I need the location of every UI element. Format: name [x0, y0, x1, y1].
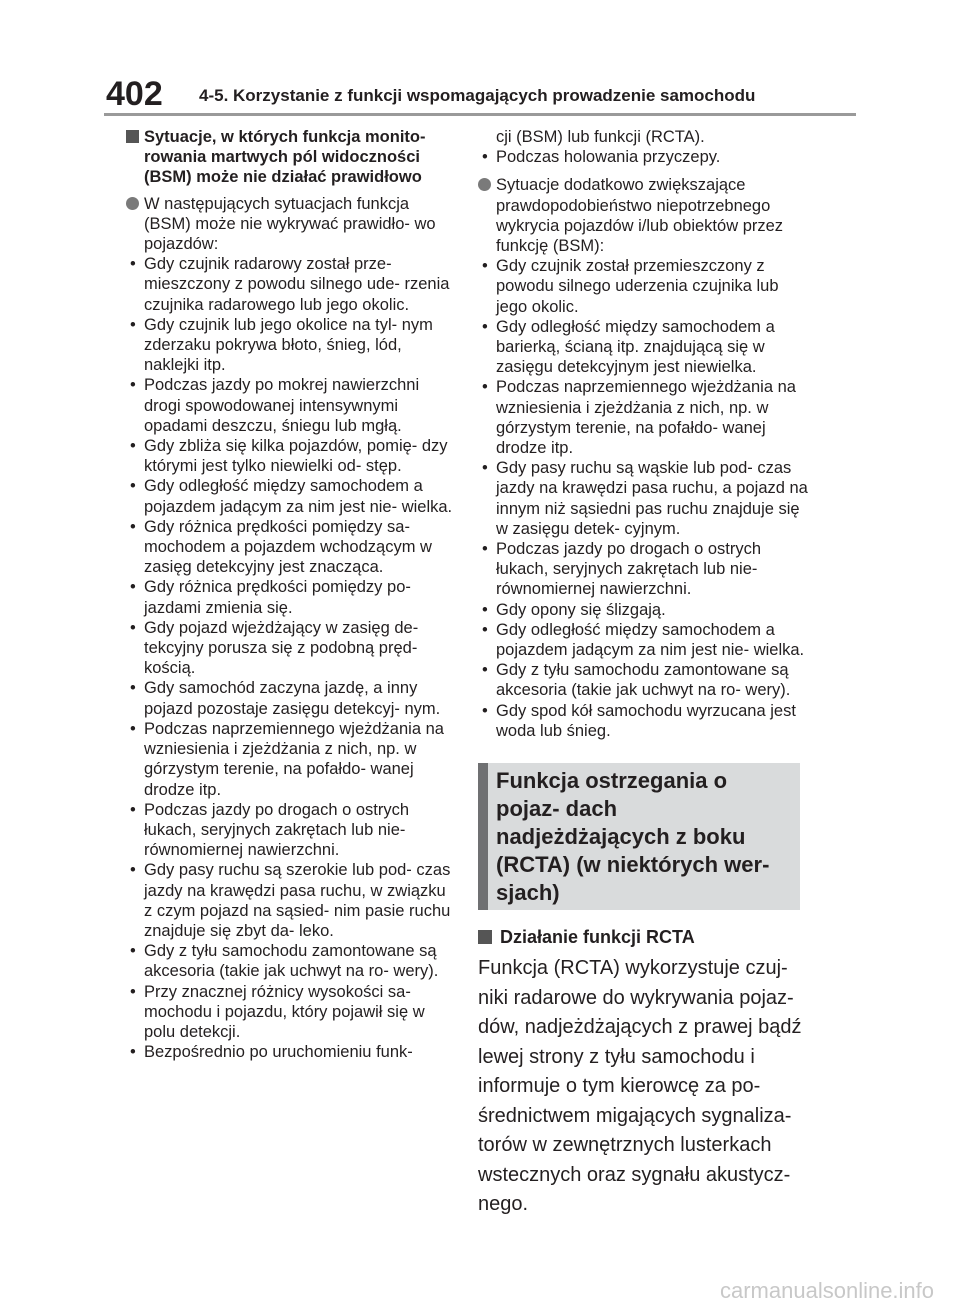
list-item-text: Gdy pojazd wjeżdżający w zasięg de- tekcyjny porusza się z podobną pręd- kością.	[144, 618, 419, 678]
circle-bullet-icon	[126, 197, 139, 210]
bullet-dot-icon: •	[482, 148, 488, 167]
list-item-text: Podczas naprzemiennego wjeżdżania na wzniesienia i zjeżdżania z nich, np. w górzystym terenie, na pofałdo- wanej drodze itp.	[496, 378, 796, 458]
section-heading	[126, 127, 456, 188]
list-item-text: Gdy różnica prędkości pomiędzy sa- mochodem a pojazdem wchodzącym w zasięg detekcyjny jest znacząca.	[144, 517, 432, 577]
list-item	[478, 256, 808, 317]
square-bullet-icon	[126, 130, 139, 143]
bullet-dot-icon: •	[130, 578, 136, 597]
list-item-text: Gdy pasy ruchu są szerokie lub pod- czas jazdy na krawędzi pasa ruchu, w związku z czym pojazd na sąsied- nim pasie ruchu znajduje się zbyt da- leko.	[144, 861, 451, 940]
section-heading-box: Funkcja ostrzegania o pojaz- dach nadjeżdżających z boku (RCTA) (w niektórych wer- sjach)	[478, 763, 800, 910]
list-item	[478, 458, 808, 539]
list-item-text: Gdy odległość między samochodem a barierką, ścianą itp. znajdującą się w zasięgu detekcyjnym jest niewielka.	[496, 317, 775, 377]
list-item	[478, 539, 808, 600]
intro-text: W następujących sytuacjach funkcja (BSM) może nie wykrywać prawidło- wo pojazdów:	[144, 194, 436, 254]
list-item	[126, 800, 456, 861]
subheading	[478, 926, 808, 948]
list-item	[478, 377, 808, 458]
list-item	[126, 375, 456, 436]
bullet-dot-icon: •	[482, 317, 488, 336]
bullet-dot-icon: •	[482, 257, 488, 276]
list-item-text: Przy znacznej różnicy wysokości sa- mochodu i pojazdu, który pojawił się w polu detekcji.	[144, 982, 425, 1041]
bullet-dot-icon: •	[130, 800, 136, 819]
list-item-text: Bezpośrednio po uruchomieniu funk-	[144, 1043, 413, 1062]
bullet-dot-icon: •	[130, 942, 136, 961]
list-item-text: Podczas holowania przyczepy.	[496, 148, 721, 167]
bullet-dot-icon: •	[130, 1043, 136, 1062]
bullet-dot-icon: •	[130, 255, 136, 274]
list-item-text: Gdy różnica prędkości pomiędzy po- jazdami zmienia się.	[144, 578, 411, 617]
list-item	[126, 678, 456, 718]
chapter-title: 4-5. Korzystanie z funkcji wspomagających prowadzenie samochodu	[199, 86, 756, 105]
bullet-dot-icon: •	[130, 861, 136, 880]
list-item-text: Gdy z tyłu samochodu zamontowane są akcesoria (takie jak uchwyt na ro- wery).	[496, 661, 791, 700]
list-item	[126, 254, 456, 315]
bullet-dot-icon: •	[482, 459, 488, 478]
list-item-text: Gdy odległość między samochodem a pojazdem jadącym za nim jest nie- wielka.	[496, 620, 805, 660]
bullet-dot-icon: •	[130, 618, 136, 637]
right-column	[478, 127, 808, 1220]
left-column	[126, 127, 456, 1062]
list-item	[126, 436, 456, 476]
list-item-text: Podczas jazdy po mokrej nawierzchni drogi spowodowanej intensywnymi opadami deszczu, śniegu lub mgłą.	[144, 376, 420, 435]
list-item	[126, 719, 456, 800]
subheading-text: Działanie funkcji RCTA	[500, 927, 695, 948]
bullet-dot-icon: •	[130, 477, 136, 496]
list-item	[126, 517, 456, 578]
list-item-text: Gdy czujnik lub jego okolice na tyl- nym zderzaku pokrywa błoto, śnieg, lód, naklejki itp.	[144, 315, 433, 375]
bullet-dot-icon: •	[130, 679, 136, 698]
bullet-dot-icon: •	[130, 437, 136, 456]
list-item	[126, 315, 456, 376]
list-item-text: Gdy czujnik radarowy został prze- mieszczony z powodu silnego ude- rzenia czujnika radarowego lub jego okolic.	[144, 255, 450, 314]
bullet-list	[478, 256, 808, 741]
list-item-text: Gdy z tyłu samochodu zamontowane są akcesoria (takie jak uchwyt na ro- wery).	[144, 942, 439, 981]
list-item	[478, 620, 808, 660]
list-item-text: Gdy spod kół samochodu wyrzucana jest woda lub śnieg.	[496, 701, 796, 740]
bullet-list	[126, 254, 456, 1062]
list-item-text: Podczas jazdy po drogach o ostrych łukach, seryjnych zakrętach lub nie- równomiernej nawierzchni.	[496, 540, 762, 599]
list-item-text: Gdy opony się ślizgają.	[496, 600, 666, 619]
page-number: 402	[106, 75, 163, 113]
list-item-text: Gdy samochód zaczyna jazdę, a inny pojazd pozostaje zasięgu detekcyj- nym.	[144, 679, 441, 718]
list-item-text: Gdy odległość między samochodem a pojazdem jadącym za nim jest nie- wielka.	[144, 477, 453, 516]
bullet-dot-icon: •	[130, 376, 136, 395]
square-bullet-icon	[478, 930, 492, 944]
list-item	[478, 660, 808, 700]
bullet-dot-icon: •	[482, 661, 488, 680]
list-item	[126, 618, 456, 679]
circle-bullet-icon	[478, 178, 491, 191]
intro-paragraph	[478, 175, 808, 256]
list-item-text: Gdy pasy ruchu są wąskie lub pod- czas jazdy na krawędzi pasa ruchu, a pojazd na innym niż sąsiedni pas ruchu znajduje się w zasięgu detek- cyjnym.	[496, 459, 808, 538]
list-item	[478, 317, 808, 378]
list-item	[478, 147, 808, 167]
bullet-dot-icon: •	[482, 540, 488, 559]
list-item	[478, 600, 808, 620]
list-item	[126, 982, 456, 1043]
watermark: carmanualsonline.info	[720, 1278, 935, 1303]
body-paragraph: Funkcja (RCTA) wykorzystuje czuj- niki radarowe do wykrywania pojaz- dów, nadjeżdżających z prawej bądź lewej strony z tyłu samochodu i informuje o tym kierowcę za po- średnictwem migających sygnaliza- torów w zewnętrznych lusterkach wstecznych oraz sygnału akustycz- nego.	[478, 957, 802, 1216]
list-item-text: Podczas jazdy po drogach o ostrych łukach, seryjnych zakrętach lub nie- równomiernej nawierzchni.	[144, 800, 410, 860]
list-item	[478, 701, 808, 741]
header-rule	[104, 113, 856, 116]
list-item-text: Gdy zbliża się kilka pojazdów, pomię- dzy którymi jest tylko niewielki od- stęp.	[144, 437, 448, 476]
bullet-dot-icon: •	[130, 982, 136, 1001]
list-item-text: Podczas naprzemiennego wjeżdżania na wzniesienia i zjeżdżania z nich, np. w górzystym terenie, na pofałdo- wanej drodze itp.	[144, 719, 444, 799]
bullet-dot-icon: •	[130, 517, 136, 536]
list-item	[126, 577, 456, 617]
bullet-dot-icon: •	[130, 315, 136, 334]
bullet-dot-icon: •	[482, 378, 488, 397]
bullet-dot-icon: •	[130, 719, 136, 738]
list-item	[126, 476, 456, 516]
list-item	[126, 941, 456, 981]
list-item	[126, 860, 456, 941]
continued-text: cji (BSM) lub funkcji (RCTA).	[496, 128, 705, 146]
bullet-dot-icon: •	[482, 620, 488, 639]
section-heading-text: Sytuacje, w których funkcja monito- rowania martwych pól widoczności (BSM) może nie działać prawidłowo	[144, 128, 426, 187]
bullet-list	[478, 147, 808, 167]
intro-text: Sytuacje dodatkowo zwiększające prawdopodobieństwo niepotrzebnego wykrycia pojazdów i/lub obiektów przez funkcję (BSM):	[496, 176, 784, 256]
list-item	[126, 1042, 456, 1062]
intro-paragraph	[126, 194, 456, 255]
bullet-dot-icon: •	[482, 600, 488, 619]
bullet-dot-icon: •	[482, 701, 488, 720]
list-item-text: Gdy czujnik został przemieszczony z powodu silnego uderzenia czujnika lub jego okolic.	[496, 257, 779, 316]
